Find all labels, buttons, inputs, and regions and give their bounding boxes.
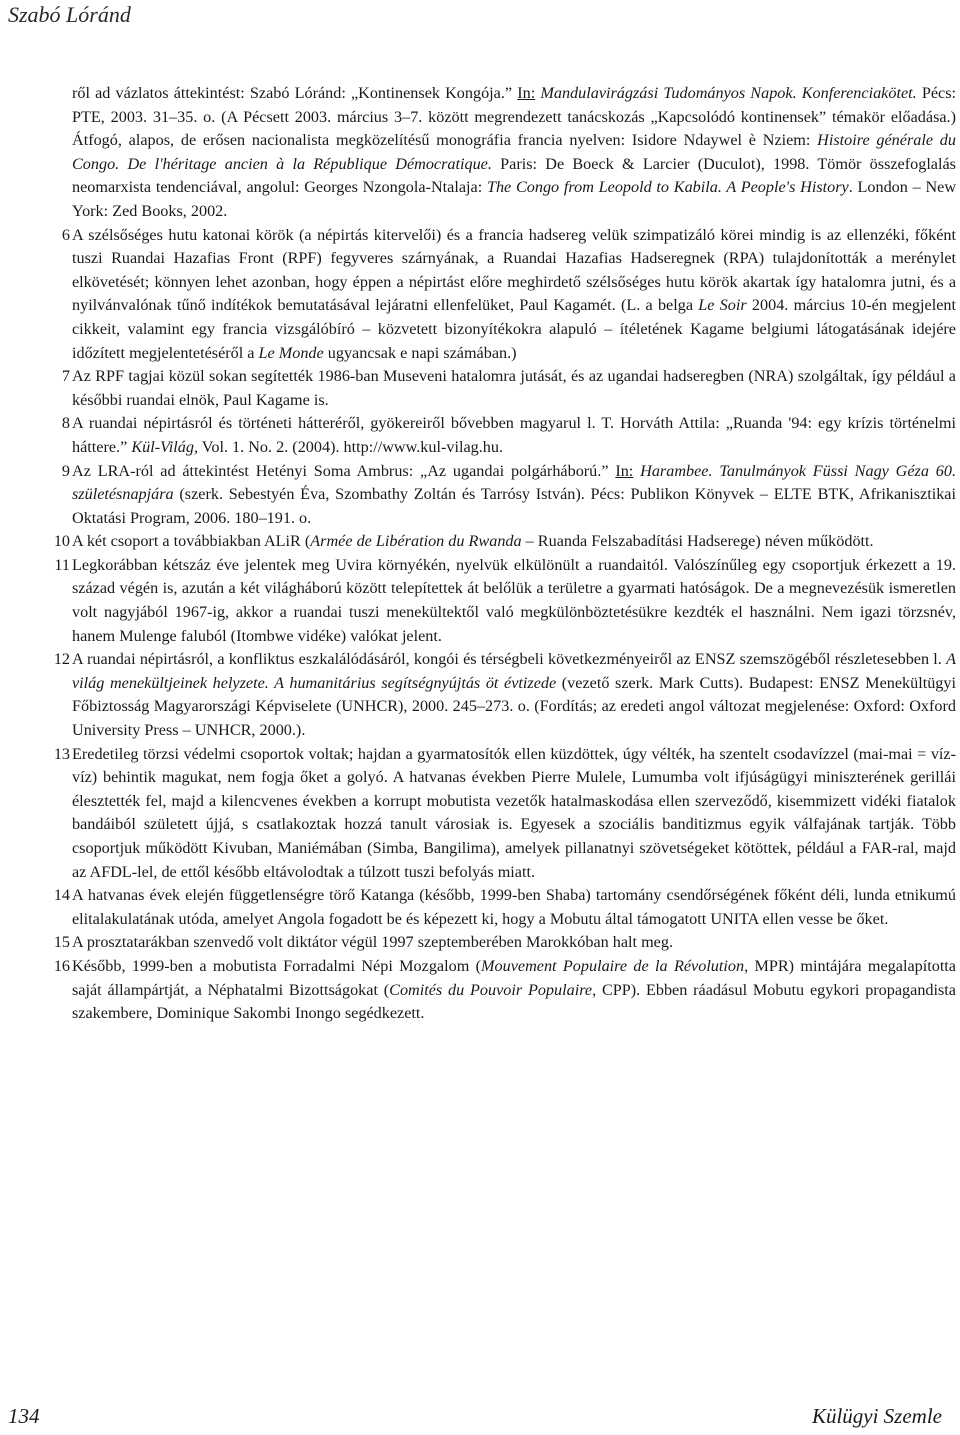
endnote-number: 8 xyxy=(61,414,70,433)
endnote xyxy=(36,648,956,742)
endnote-text xyxy=(72,224,956,366)
endnote-text-segment: (szerk. Sebestyén Éva, Szombathy Zoltán és Tarrósy István). Pécs: Publikon Könyvek – ELTE BTK, Afrikanisztikai Oktatási Program, 2006. 180–191. o. xyxy=(72,485,956,527)
endnote xyxy=(36,530,956,554)
endnote-text-segment: ről ad vázlatos áttekintést: Szabó Lóránd: „Kontinensek Kongója.” xyxy=(72,84,518,102)
endnote-italic-text: Armée de Libération du Rwanda xyxy=(310,532,522,551)
endnote-number: 15 xyxy=(53,933,70,952)
endnote-text-segment: In: xyxy=(517,84,536,102)
endnote-number: 12 xyxy=(53,650,70,669)
endnote-number: 6 xyxy=(61,225,70,244)
endnote xyxy=(36,365,956,412)
endnote-italic-text: Le Soir xyxy=(698,296,747,315)
endnote xyxy=(36,743,956,885)
endnote-text xyxy=(72,460,956,531)
endnote-text-segment: . London – New York: Zed Books, 2002. xyxy=(72,178,957,220)
endnote-text xyxy=(72,82,956,224)
endnote-text-segment: – Ruanda Felszabadítási Hadserege) néven működött. xyxy=(521,532,874,551)
page-number: 134 xyxy=(8,1404,40,1428)
endnote-italic-text: Histoire générale du Congo. De l'héritage ancien à la République Démocratique. xyxy=(72,131,956,173)
endnote-text-segment: , MPR) mintájára megalapította saját állampártját, a Néphatalmi Bizottságokat ( xyxy=(72,956,956,999)
running-head: Szabó Lóránd xyxy=(8,2,131,27)
endnote xyxy=(36,931,956,955)
endnote-number: 7 xyxy=(61,367,70,386)
endnote-number: 16 xyxy=(53,956,70,975)
endnote-italic-text: Comités du Pouvoir Populaire xyxy=(389,980,593,999)
journal-name: Külügyi Szemle xyxy=(811,1404,942,1428)
endnote-italic-text: Mouvement Populaire de la Révolution xyxy=(481,956,745,975)
endnote-text-segment: A ruandai népirtásról és történeti hátteréről, gyökereiről bővebben magyarul l. T. Horváth Attila: „Ruanda '94: egy krízis történelmi háttere.” xyxy=(72,414,956,456)
endnote-text xyxy=(72,743,956,885)
endnote xyxy=(36,884,956,931)
endnote-text-segment: Eredetileg törzsi védelmi csoportok voltak; hajdan a gyarmatosítók ellen küzdöttek, úgy vélték, ha szentelt csodavízzel (mai-mai = víz-víz) behintik magukat, nem fogja őket a golyó. A hatvanas években Pierre Mulele, Lumumba volt ifjúságügyi miniszterének gerillái élesztették fel, majd a kilencvenes években a korrupt mobutista vezetők hatalmaskodása ellen szerveződő, kisemmizett vidéki fiatalok bandáiból született újjá, s csatlakoztak hozzá tanult városiak is. Egyesek a szociális banditizmus egyik válfajának tartják. Több csoportjuk működött Kivuban, Maniémában (Simba, Bangilima), amelyek pillanatnyi szövetségeket kötöttek, például a FAR-ral, majd az AFDL-lel, de ettől később eltávolodtak a túlzott tuszi befolyás miatt. xyxy=(72,744,956,881)
endnote-text-segment: A prosztatarákban szenvedő volt diktátor végül 1997 szeptemberében Marokkóban halt meg. xyxy=(72,933,673,952)
endnote xyxy=(36,955,956,1026)
endnote-text xyxy=(72,365,956,412)
endnote-text-segment: Vol. 1. No. 2. (2004). http://www.kul-vilag.hu. xyxy=(198,437,504,456)
endnote xyxy=(36,224,956,366)
endnote-text-segment: (vezető szerk. Mark Cutts). Budapest: ENSZ Menekültügyi Főbiztosság Magyarországi Képviselete (UNHCR), 2000. 245–273. o. (Fordítás; az eredeti angol változat megjelenése: Oxford: Oxford University Press – UNHCR, 2000.). xyxy=(72,673,956,740)
endnote-italic-text: The Congo from Leopold to Kabila. A People's History xyxy=(486,178,849,197)
endnote-text-segment: In: xyxy=(615,461,634,480)
endnote-text-segment: Pécs: PTE, 2003. 31–35. o. (A Pécsett 2003. március 3–7. között megrendezett tanácskozás „Kapcsolódó kontinensek” témakör előadása.) Átfogó, alapos, de erősen nacionalista megközelítésű monográfia francia nyelven: Isidore Ndaywel è Nziem: xyxy=(72,84,956,150)
endnote-number: 14 xyxy=(53,886,70,905)
endnote-text xyxy=(72,884,956,931)
endnote-text-segment: Később, 1999-ben a mobutista Forradalmi Népi Mozgalom ( xyxy=(72,956,482,975)
endnote-text-segment: , CPP). Ebben ráadásul Mobutu egykori propagandista szakembere, Dominique Sakombi Inongo segédkezett. xyxy=(72,980,956,1023)
endnote-text xyxy=(72,554,956,648)
endnote-text-segment: A két csoport a továbbiakban ALiR ( xyxy=(72,532,311,551)
endnote-text-segment: ugyancsak e napi számában.) xyxy=(323,343,517,362)
endnote-text-segment: Legkorábban kétszáz éve jelentek meg Uvira környékén, nyelvük elkülönült a ruandaitól. Valószínűleg egy csoportjuk érkezett a 19. század végén is, azután a két világháború között telepítettek át belőlük a területre a gyarmati hatóságok. De a megnevezésük ismeretlen volt nagyjából 1967-ig, akkor a ruandai tuszi menekültektől való megkülönböztetésükre kezdték el használni. Nem igazi törzsnév, hanem Mulenge faluból (Itombwe vidéke) valókat jelent. xyxy=(72,555,956,645)
endnote-text-segment: A szélsőséges hutu katonai körök (a népirtás kitervelői) és a francia hadsereg velük szimpatizáló körei mindig is az ellenzéki, főként tuszi Ruandai Hazafias Front (RPF) fegyveres szárnyának, a Ruandai Hazafias Hadseregnek (RPA) tulajdonították a merénylet elkövetését; könnyen lehet azonban, hogy éppen a népirtást előre meghirdető szélsőséges hutu körök akartak így hatalomra jutni, és a nyilvánvalónak tűnő indítékok bemutatásával lejáratni ellenfelüket, Paul Kagamét. (L. a belga xyxy=(72,225,956,315)
endnote-number: 11 xyxy=(54,555,70,574)
endnote-text-segment: Az LRA-ról ad áttekintést Hetényi Soma Ambrus: „Az ugandai polgárháború.” xyxy=(72,461,616,480)
endnote-italic-text: Le Monde xyxy=(258,343,324,362)
endnote-text-segment: A ruandai népirtásról, a konfliktus eszkalálódásáról, kongói és térségbeli következményeiről az ENSZ szemszögéből részletesebben l. xyxy=(72,650,947,669)
endnote-italic-text: A világ menekültjeinek helyzete. A humanitárius segítségnyújtás öt évtizede xyxy=(72,650,956,692)
endnote-number: 13 xyxy=(53,744,70,763)
endnote-italic-text: Mandulavirágzási Tudományos Napok. Konferenciakötet. xyxy=(535,84,917,102)
endnote-text xyxy=(72,955,956,1026)
endnote-italic-text: Harambee. Tanulmányok Füssi Nagy Géza 60. születésnapjára xyxy=(72,461,956,504)
endnotes xyxy=(36,82,956,1026)
endnote-text xyxy=(72,648,956,742)
endnote-text xyxy=(72,530,956,554)
endnote-number: 10 xyxy=(53,532,70,551)
endnote-text-segment: 2004. március 10-én megjelent cikkeit, valamint egy francia vizsgálóbíró – közvetett bizonyítékokra alapuló – ítéletének Kagame belgiumi látogatásának idejére időzített megjelentetéséről a xyxy=(72,296,956,362)
endnote-number: 9 xyxy=(61,461,70,480)
endnote xyxy=(36,412,956,459)
endnote xyxy=(36,82,956,224)
endnote-number xyxy=(36,82,72,224)
endnote xyxy=(36,554,956,648)
endnote xyxy=(36,460,956,531)
endnote-italic-text: Kül-Világ, xyxy=(131,437,199,456)
endnote-text xyxy=(72,931,956,955)
endnote-text-segment: A hatvanas évek elején függetlenségre törő Katanga (később, 1999-ben Shaba) tartomány csendőrségének főként déli, lunda etnikumú elitalakulatának utóda, amelyet Angola fogadott be és képezett ki, hogy a Mobutu által támogatott UNITA ellen vesse be őket. xyxy=(72,886,956,928)
endnote-text xyxy=(72,412,956,459)
endnote-text-segment: Az RPF tagjai közül sokan segítették 1986-ban Museveni hatalomra jutását, és az ugandai hadseregben (NRA) szolgáltak, így például a későbbi ruandai elnök, Paul Kagame is. xyxy=(72,367,956,409)
endnote-text-segment: Paris: De Boeck & Larcier (Duculot), 1998. Tömör összefoglalás neomarxista tendenciával, angolul: Georges Nzongola-Ntalaja: xyxy=(72,154,956,197)
